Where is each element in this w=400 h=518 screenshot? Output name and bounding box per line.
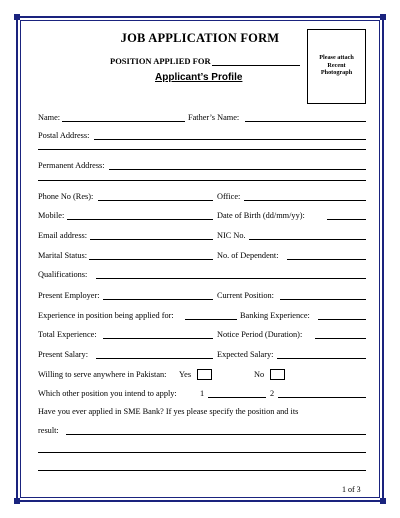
no-checkbox[interactable] xyxy=(270,369,285,380)
present-salary-label: Present Salary: xyxy=(38,350,89,359)
photo-box xyxy=(307,29,366,104)
result-input-line-2[interactable] xyxy=(38,452,366,453)
sme-question-label: Have you ever applied in SME Bank? If yes please specify the position and its xyxy=(38,407,299,416)
photo-note-line: Photograph xyxy=(320,69,353,76)
current-position-input-line[interactable] xyxy=(280,299,366,300)
office-label: Office: xyxy=(217,192,241,201)
total-experience-input-line[interactable] xyxy=(103,338,213,339)
permanent-address-input-line-2[interactable] xyxy=(38,180,366,181)
yes-checkbox[interactable] xyxy=(197,369,212,380)
permanent-address-label: Permanent Address: xyxy=(38,161,105,170)
position-label: POSITION APPLIED FOR xyxy=(110,56,211,66)
present-salary-input-line[interactable] xyxy=(96,358,213,359)
postal-address-input-line-2[interactable] xyxy=(38,149,366,150)
name-input-line[interactable] xyxy=(62,121,185,122)
postal-address-label: Postal Address: xyxy=(38,131,90,140)
result-label: result: xyxy=(38,426,59,435)
email-label: Email address: xyxy=(38,231,88,240)
border-corner xyxy=(380,498,386,504)
notice-period-input-line[interactable] xyxy=(315,338,366,339)
qualifications-label: Qualifications: xyxy=(38,270,88,279)
other-position-2-input-line[interactable] xyxy=(278,397,366,398)
office-input-line[interactable] xyxy=(244,200,366,201)
banking-experience-input-line[interactable] xyxy=(318,319,366,320)
qualifications-input-line[interactable] xyxy=(96,278,366,279)
border-corner xyxy=(14,14,20,20)
marital-status-input-line[interactable] xyxy=(89,259,213,260)
name-label: Name: xyxy=(38,113,61,122)
nic-label: NIC No. xyxy=(217,231,246,240)
border-corner xyxy=(14,498,20,504)
option-2-label: 2 xyxy=(270,389,275,398)
willing-pakistan-label: Willing to serve anywhere in Pakistan: xyxy=(38,370,167,379)
profile-heading: Applicant’s Profile xyxy=(155,72,243,83)
marital-status-label: Marital Status: xyxy=(38,251,88,260)
yes-label: Yes xyxy=(179,370,192,379)
border-corner xyxy=(380,14,386,20)
mobile-label: Mobile: xyxy=(38,211,65,220)
fathers-name-label: Father’s Name: xyxy=(188,113,240,122)
experience-position-input-line[interactable] xyxy=(185,319,237,320)
result-input-line[interactable] xyxy=(66,434,366,435)
postal-address-input-line[interactable] xyxy=(94,139,366,140)
dob-label: Date of Birth (dd/mm/yy): xyxy=(217,211,305,220)
dob-input-line[interactable] xyxy=(327,219,366,220)
dependents-label: No. of Dependent: xyxy=(217,251,279,260)
phone-res-input-line[interactable] xyxy=(98,200,213,201)
position-input-line[interactable] xyxy=(212,65,300,66)
banking-experience-label: Banking Experience: xyxy=(240,311,310,320)
nic-input-line[interactable] xyxy=(249,239,366,240)
notice-period-label: Notice Period (Duration): xyxy=(217,330,303,339)
expected-salary-label: Expected Salary: xyxy=(217,350,274,359)
present-employer-label: Present Employer: xyxy=(38,291,100,300)
other-position-1-input-line[interactable] xyxy=(208,397,266,398)
page-number: 1 of 3 xyxy=(342,485,361,494)
current-position-label: Current Position: xyxy=(217,291,274,300)
other-position-label: Which other position you intend to apply: xyxy=(38,389,177,398)
fathers-name-input-line[interactable] xyxy=(245,121,366,122)
mobile-input-line[interactable] xyxy=(67,219,213,220)
option-1-label: 1 xyxy=(200,389,205,398)
expected-salary-input-line[interactable] xyxy=(277,358,366,359)
photo-note-line: Recent xyxy=(327,61,346,69)
total-experience-label: Total Experience: xyxy=(38,330,97,339)
permanent-address-input-line[interactable] xyxy=(109,169,366,170)
dependents-input-line[interactable] xyxy=(287,259,366,260)
phone-res-label: Phone No (Res): xyxy=(38,192,94,201)
present-employer-input-line[interactable] xyxy=(103,299,213,300)
experience-position-label: Experience in position being applied for: xyxy=(38,311,174,320)
email-input-line[interactable] xyxy=(90,239,213,240)
no-label: No xyxy=(254,370,265,379)
form-title: JOB APPLICATION FORM xyxy=(120,31,280,45)
photo-note-line: Please attach xyxy=(319,54,354,61)
result-input-line-3[interactable] xyxy=(38,470,366,471)
